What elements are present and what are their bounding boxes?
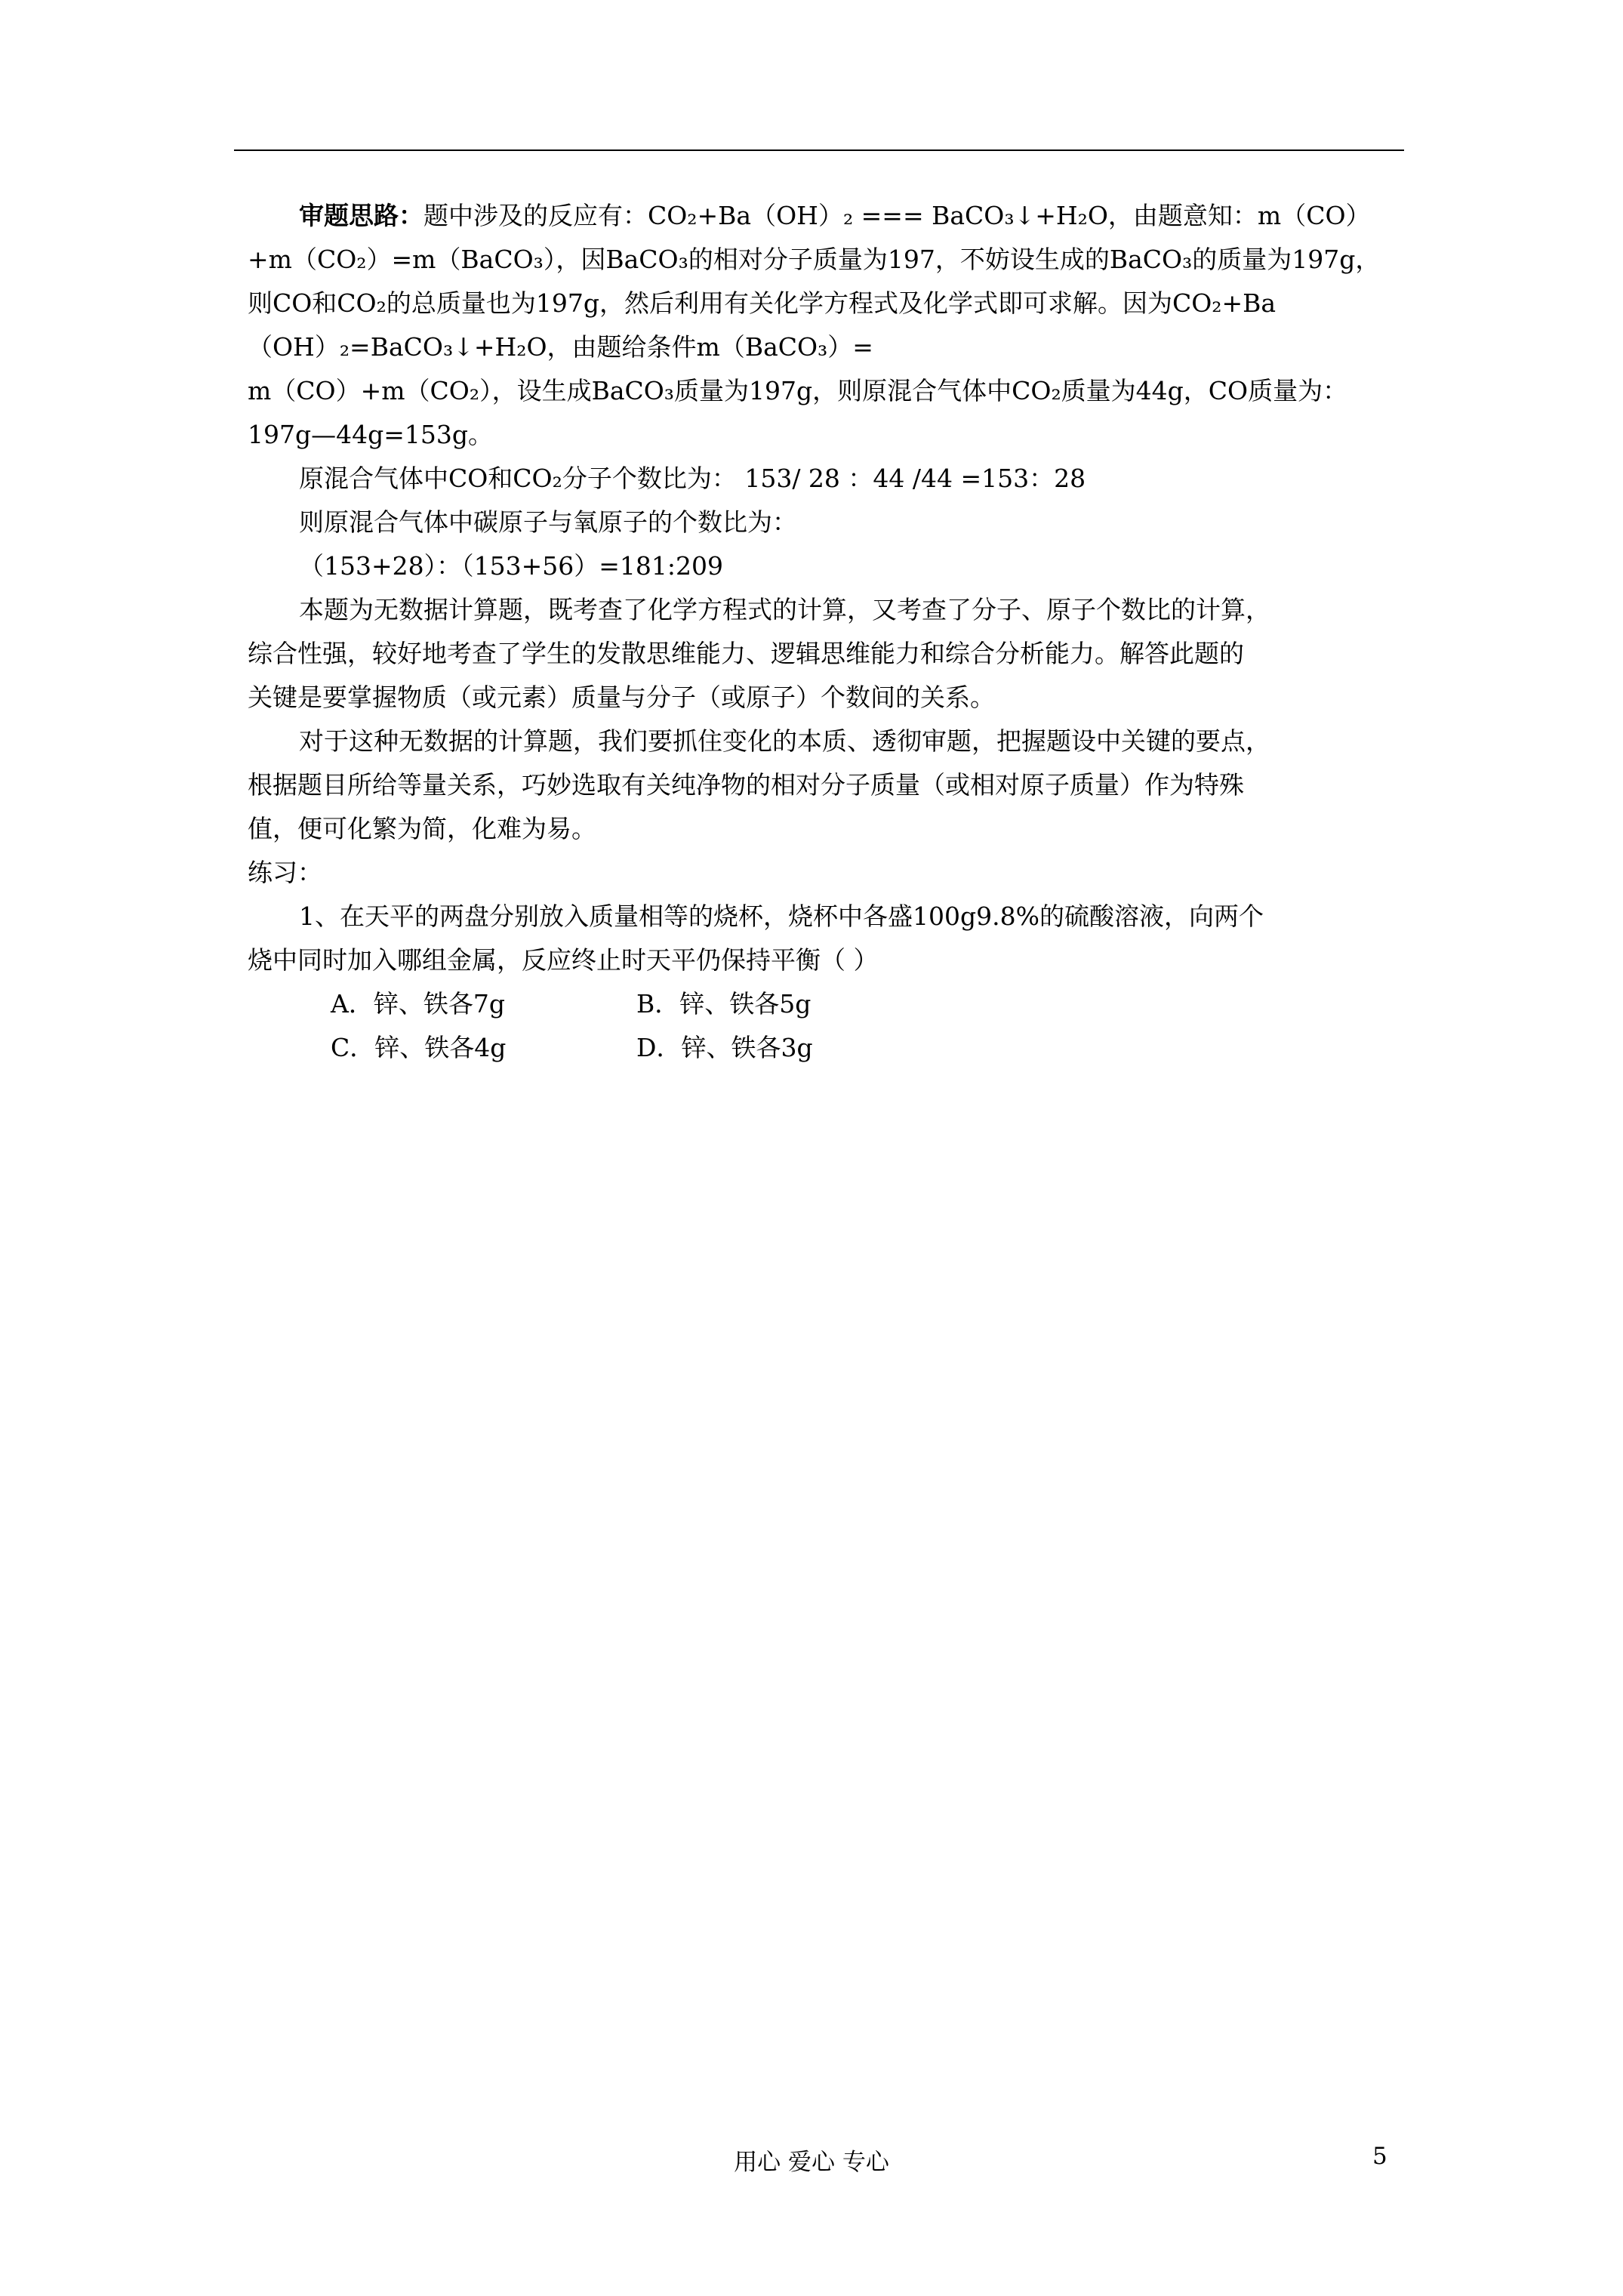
page-number: 5 bbox=[1372, 2143, 1387, 2170]
page-body bbox=[248, 198, 1403, 1074]
header-rule bbox=[234, 149, 1404, 151]
options-row-1 bbox=[248, 986, 1403, 1022]
analysis-line-3: 则CO和CO₂的总质量也为197g，然后利用有关化学方程式及化学式即可求解。因为CO₂+Ba bbox=[248, 288, 1277, 318]
analysis-label: 审题思路： bbox=[299, 201, 423, 230]
atom-ratio-line: 则原混合气体中碳原子与氧原子的个数比为： bbox=[299, 507, 797, 537]
analysis-line-1: 审题思路：题中涉及的反应有：CO₂+Ba（OH）₂ === BaCO₃↓+H₂O，由题意知：m（CO） bbox=[299, 201, 1371, 230]
option-b: B．锌、铁各5g bbox=[636, 989, 812, 1019]
practice-label: 练习： bbox=[248, 858, 322, 887]
method-line-1: 对于这种无数据的计算题，我们要抓住变化的本质、透彻审题，把握题设中关键的要点， bbox=[299, 726, 1270, 756]
analysis-line-6: 197g—44g=153g。 bbox=[248, 420, 493, 449]
summary-line-2: 综合性强，较好地考查了学生的发散思维能力、逻辑思维能力和综合分析能力。解答此题的 bbox=[248, 639, 1244, 668]
option-d: D．锌、铁各3g bbox=[636, 1033, 813, 1062]
method-line-3: 值，便可化繁为简，化难为易。 bbox=[248, 814, 596, 843]
atom-ratio-calc: （153+28）：（153+56）=181:209 bbox=[299, 551, 723, 581]
ratio-line: 原混合气体中CO和CO₂分子个数比为： 153/ 28 ：44 /44 =153：28 bbox=[299, 464, 1086, 493]
option-a: A．锌、铁各7g bbox=[331, 989, 505, 1019]
analysis-line-5: m（CO）+m（CO₂），设生成BaCO₃质量为197g，则原混合气体中CO₂质量为44g，CO质量为： bbox=[248, 376, 1348, 405]
summary-line-1: 本题为无数据计算题，既考查了化学方程式的计算，又考查了分子、原子个数比的计算， bbox=[299, 595, 1270, 624]
analysis-line-4: （OH）₂=BaCO₃↓+H₂O，由题给条件m（BaCO₃）= bbox=[248, 332, 873, 362]
method-line-2: 根据题目所给等量关系，巧妙选取有关纯净物的相对分子质量（或相对原子质量）作为特殊 bbox=[248, 770, 1244, 800]
options-row-2 bbox=[248, 1030, 1403, 1066]
question-line-2: 烧中同时加入哪组金属，反应终止时天平仍保持平衡（ ） bbox=[248, 945, 879, 975]
summary-line-3: 关键是要掌握物质（或元素）质量与分子（或原子）个数间的关系。 bbox=[248, 683, 995, 712]
question-line-1: 1、在天平的两盘分别放入质量相等的烧杯，烧杯中各盛100g9.8%的硫酸溶液，向两个 bbox=[299, 901, 1264, 931]
analysis-line-2: +m（CO₂）=m（BaCO₃），因BaCO₃的相对分子质量为197，不妨设生成的BaCO₃的质量为197g， bbox=[248, 245, 1381, 274]
option-c: C．锌、铁各4g bbox=[331, 1033, 507, 1062]
footer-motto: 用心 爱心 专心 bbox=[734, 2149, 889, 2176]
